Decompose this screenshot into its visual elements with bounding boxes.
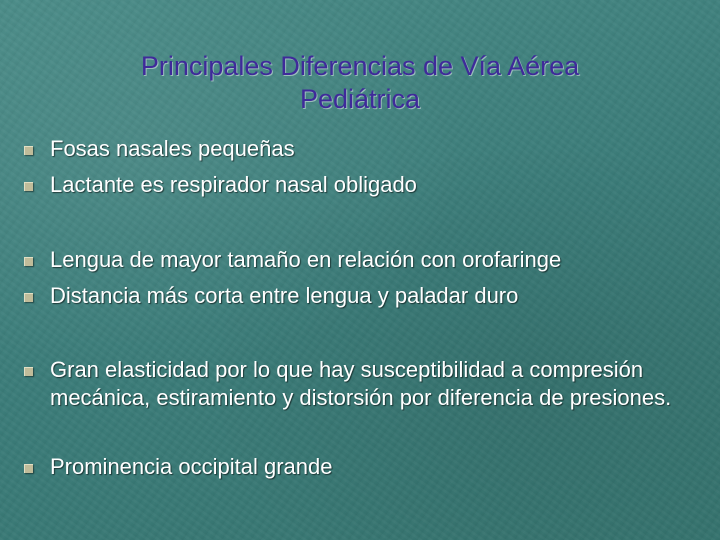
bullet-text: Gran elasticidad por lo que hay susceptibilidad a compresión mecánica, estiramiento y distorsión por diferencia de presiones.: [50, 357, 672, 410]
bullet-item: [20, 135, 700, 163]
slide-title-line-1: Principales Diferencias de Vía Aérea: [140, 51, 580, 81]
bullet-item: [20, 282, 700, 310]
square-bullet-icon: [24, 182, 33, 191]
square-bullet-icon: [24, 146, 33, 155]
square-bullet-icon: [24, 257, 33, 266]
bullet-item: [20, 246, 700, 274]
bullet-text: Lactante es respirador nasal obligado: [50, 172, 417, 197]
bullet-item: [20, 356, 700, 412]
bullet-text: Prominencia occipital grande: [50, 454, 333, 479]
slide-title-line-2: Pediátrica: [299, 84, 421, 114]
square-bullet-icon: [24, 293, 33, 302]
bullet-item: [20, 453, 700, 481]
bullet-text: Lengua de mayor tamaño en relación con orofaringe: [50, 247, 562, 272]
slide-title: [40, 50, 680, 116]
bullet-text: Fosas nasales pequeñas: [50, 136, 295, 161]
bullet-item: [20, 171, 700, 199]
bullet-text: Distancia más corta entre lengua y paladar duro: [50, 283, 519, 308]
square-bullet-icon: [24, 464, 33, 473]
square-bullet-icon: [24, 367, 33, 376]
